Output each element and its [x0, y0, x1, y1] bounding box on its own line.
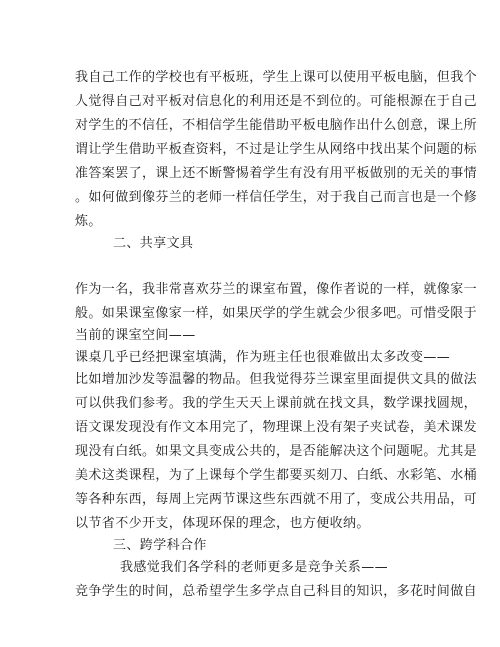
paragraph-line: 比如增加沙发等温馨的物品。但我觉得芬兰课室里面提供文具的做法	[75, 372, 478, 387]
paragraph-line: 竞争学生的时间，总希望学生多学点自己科目的知识，多花时间做自	[75, 584, 478, 599]
section-heading: 二、共享文具	[113, 236, 194, 251]
paragraph-line: 课桌几乎已经把课室填满，作为班主任也很难做出太多改变——	[75, 350, 451, 365]
section-heading: 三、跨学科合作	[113, 538, 207, 553]
paragraph-line: 语文课发现没有作文本用完了，物理课上没有架子夹试卷，美术课发	[75, 420, 478, 435]
paragraph-line: 谓让学生借助平板查资料，不过是让学生从网络中找出某个问题的标	[75, 142, 478, 157]
paragraph-line: 现没有白纸。如果文具变成公共的，是否能解决这个问题呢。尤其是	[75, 444, 478, 459]
paragraph-line: 。如何做到像芬兰的老师一样信任学生，对于我自己而言也是一个修	[75, 190, 478, 205]
paragraph-line: 以节省不少开支，体现环保的理念，也方便收纳。	[75, 516, 370, 531]
paragraph-line: 我感觉我们各学科的老师更多是竞争关系——	[120, 560, 389, 575]
paragraph-line: 美术这类课程，为了上课每个学生都要买刻刀、白纸、水彩笔、水桶	[75, 468, 478, 483]
paragraph-line: 等各种东西，每周上完两节课这些东西就不用了，变成公共用品，可	[75, 492, 478, 507]
paragraph-line: 般。如果课室像家一样，如果厌学的学生就会少很多吧。可惜受限于	[75, 306, 478, 321]
paragraph-line: 作为一名，我非常喜欢芬兰的课室布置，像作者说的一样，就像家一	[75, 282, 478, 297]
paragraph-line: 准答案罢了，课上还不断警惕着学生有没有用平板做别的无关的事情	[75, 166, 478, 181]
paragraph-line: 人觉得自己对平板对信息化的利用还是不到位的。可能根源在于自己	[75, 94, 478, 109]
paragraph-line: 可以供我们参考。我的学生天天上课前就在找文具，数学课找圆规，	[75, 396, 478, 411]
paragraph-line: 我自己工作的学校也有平板班，学生上课可以使用平板电脑，但我个	[75, 70, 478, 85]
paragraph-line: 对学生的不信任，不相信学生能借助平板电脑作出什么创意，课上所	[75, 118, 478, 133]
paragraph-line: 炼。	[75, 214, 102, 229]
paragraph-line: 当前的课室空间——	[75, 328, 196, 343]
